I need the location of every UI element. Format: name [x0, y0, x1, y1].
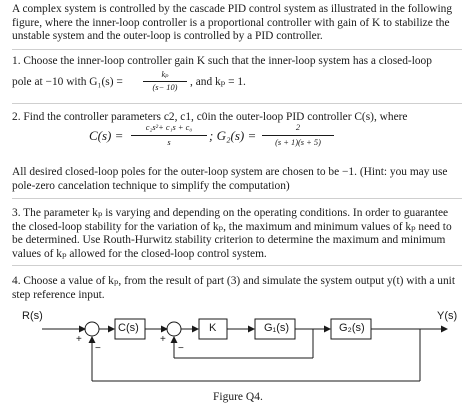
g2-lhs: ; G₂(s) = [209, 128, 257, 143]
figure-caption: Figure Q4. [213, 391, 263, 403]
question-1-line2-start: pole at −10 with G₁(s) = [12, 76, 123, 88]
q1-fraction-bar [143, 81, 187, 82]
sum1-minus-sign: − [95, 343, 101, 354]
g2-fraction-bar [262, 135, 334, 136]
c-of-s-numerator: c₂s²+ c₁s + c₀ [145, 123, 193, 132]
summing-junction-outer [85, 322, 99, 336]
output-label: Y(s) [437, 310, 458, 322]
g2-denominator: (s + 1)(s + 5) [275, 138, 321, 147]
q1-fraction-numerator: kₚ [161, 70, 169, 79]
sum2-plus-sign: + [160, 334, 166, 345]
q1-fraction-denominator: (s− 10) [152, 83, 178, 92]
question-1-line2-end: , and kₚ = 1. [190, 76, 246, 88]
divider [12, 265, 462, 266]
sum1-plus-sign: + [76, 334, 82, 345]
input-label: R(s) [22, 310, 43, 322]
c-of-s-denominator: s [167, 138, 171, 147]
question-2-requirement: All desired closed-loop poles for the outer-loop system are chosen to be −1. (Hint: you may use pole-zero cancelation technique to simplify the computation) [12, 166, 448, 192]
question-3: 3. The parameter kₚ is varying and depending on the operating conditions. In order to guarantee the closed-loop stability for the variation of kₚ, the maximum and minimum values of kₚ need to be determined. Use Routh-Hurwitz stability criterion to determine the maximum and minimum values of kₚ allowed for the closed-loop control system. [12, 207, 452, 260]
summing-junction-inner [167, 322, 181, 336]
block-c-label: C(s) [118, 322, 139, 334]
question-2-line1: 2. Find the controller parameters c2, c1, c0in the outer-loop PID controller C(s), where [12, 111, 408, 123]
question-1-line1: 1. Choose the inner-loop controller gain K such that the inner-loop system has a closed-loop [12, 55, 432, 67]
block-k-label: K [209, 322, 217, 334]
divider [12, 198, 462, 199]
sum2-minus-sign: − [178, 343, 184, 354]
block-g1-label: G₁(s) [264, 322, 290, 334]
c-of-s-lhs: C(s) = [89, 128, 124, 143]
question-4: 4. Choose a value of kₚ, from the result of part (3) and simulate the system output y(t) with a unit step reference input. [12, 275, 455, 301]
c-of-s-fraction-bar [131, 135, 207, 136]
divider [12, 103, 462, 104]
divider [12, 49, 462, 50]
g2-numerator: 2 [295, 123, 301, 132]
intro-paragraph: A complex system is controlled by the cascade PID control system as illustrated in the following figure, where the inner-loop controller is a proportional controller with gain of K to stabilize the unstable system and the outer-loop is controlled by a PID controller. [12, 3, 453, 43]
block-g2-label: G₂(s) [339, 322, 365, 334]
